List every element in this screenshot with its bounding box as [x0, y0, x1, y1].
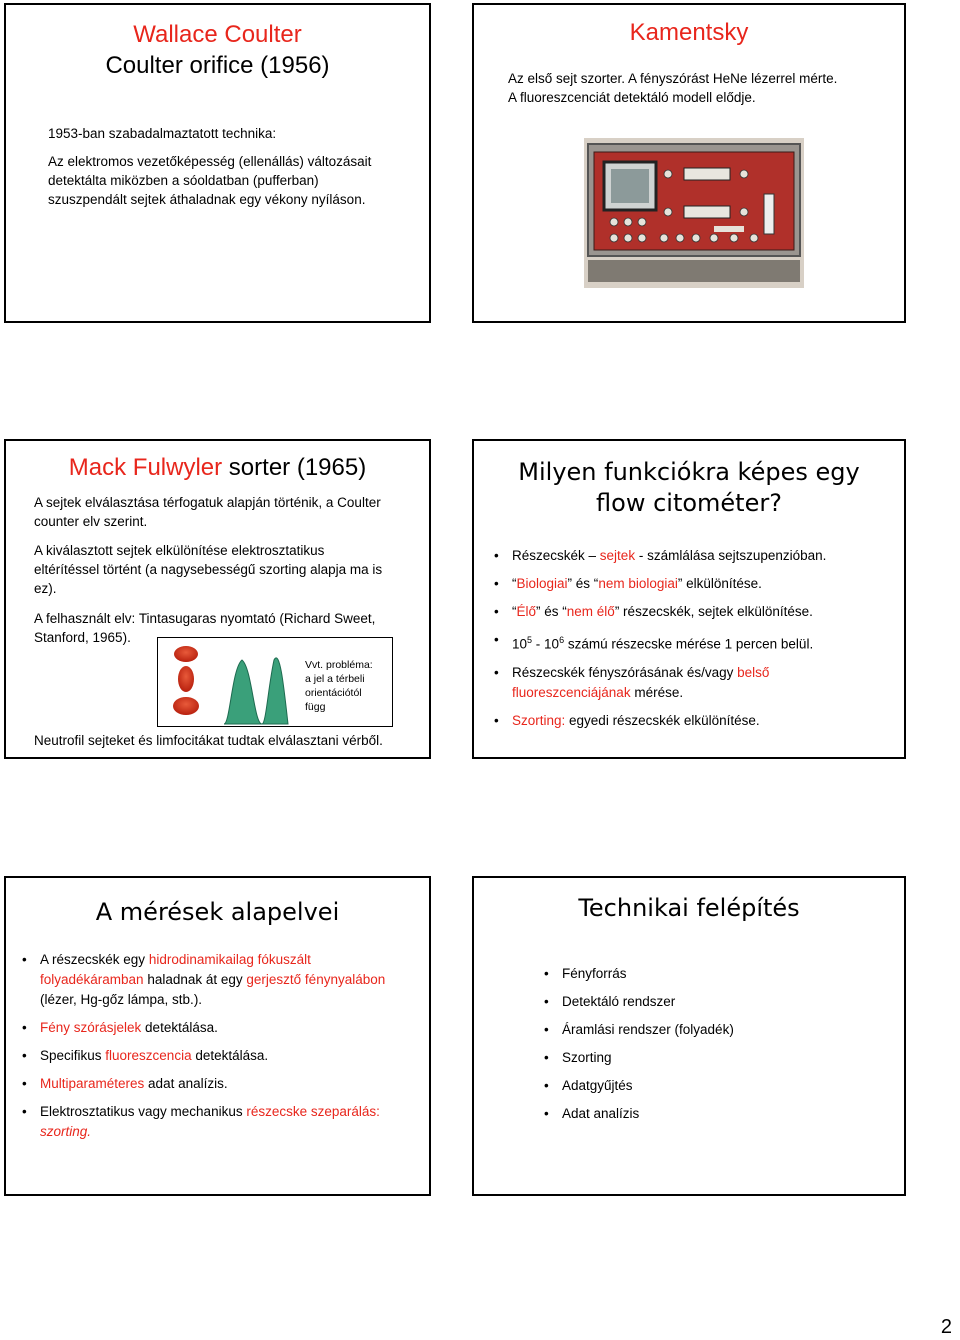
- slide-title: Technikai felépítés: [578, 894, 800, 922]
- slide-principles: [4, 876, 431, 1196]
- slide-title: Milyen funkciókra képes egy flow citométer?: [518, 458, 860, 517]
- problem-note: Vvt. probléma: a jel a térbeli orientációtól függ: [305, 659, 373, 713]
- list-item: • Áramlási rendszer (folyadék): [540, 1020, 870, 1040]
- slide-kamentsky: [472, 3, 906, 323]
- components-list: [540, 964, 870, 1124]
- principles-list: [18, 950, 418, 1142]
- footer-text: Neutrofil sejteket és limfocitákat tudtak elválasztani vérből.: [34, 733, 383, 748]
- list-item: • “Élő” és “nem élő” részecskék, sejtek elkülönítése.: [490, 602, 890, 622]
- list-item: • Szorting: [540, 1048, 870, 1068]
- slide-functions: [472, 439, 906, 759]
- list-item: • Specifikus fluoreszcencia detektálása.: [18, 1046, 418, 1066]
- slide-title: Wallace Coulter Coulter orifice (1956): [105, 21, 330, 79]
- list-item: • Részecskék fényszórásának és/vagy belső fluoreszcenciájának mérése.: [490, 663, 890, 703]
- list-item: • Adat analízis: [540, 1104, 870, 1124]
- page-number: 2: [940, 1316, 952, 1338]
- slide-title: Mack Fulwyler sorter (1965): [68, 454, 367, 481]
- paragraph-inkjet: A felhasznált elv: Tintasugaras nyomtató (Richard Sweet, Stanford, 1965).: [34, 611, 376, 645]
- slide-title: Kamentsky: [629, 19, 749, 46]
- list-item: • Fény szórásjelek detektálása.: [18, 1018, 418, 1038]
- list-item: • Detektáló rendszer: [540, 992, 870, 1012]
- list-item: • A részecskék egy hidrodinamikailag fókuszált folyadékáramban haladnak át egy gerjesztő fénynyalábon (lézer, Hg-gőz lámpa, stb.).: [18, 950, 418, 1010]
- list-item: • Szorting: egyedi részecskék elkülönítése.: [490, 711, 890, 731]
- function-list: [490, 546, 890, 731]
- slide-title: A mérések alapelvei: [95, 898, 340, 926]
- list-item: • Elektrosztatikus vagy mechanikus részecske szeparálás: szorting.: [18, 1102, 418, 1142]
- slide-coulter: [4, 3, 431, 323]
- paragraph-principle: A sejtek elválasztása térfogatuk alapján történik, a Coulter counter elv szerint.: [34, 495, 381, 529]
- list-item: • Multiparaméteres adat analízis.: [18, 1074, 418, 1094]
- paragraph-sorting: A kiválasztott sejtek elkülönítése elektrosztatikus eltérítéssel történt (a nagysebességű szorting alapja ma is ez).: [34, 543, 383, 596]
- list-item: • $10^5 - 10^6$ számú részecske mérése 1 percen belül.: [490, 630, 890, 655]
- slide-fulwyler: [4, 439, 431, 759]
- cell-icons: [173, 646, 199, 715]
- signal-peaks: [224, 658, 288, 724]
- description-text: Az elektromos vezetőképesség (ellenállás) változásait detektálta miközben a sóoldatban (pufferban) szuszpendált sejtek áthaladnak egy vékony nyíláson.: [48, 154, 372, 207]
- orientation-diagram: [157, 637, 393, 727]
- intro-text: 1953-ban szabadalmaztatott technika:: [48, 126, 277, 141]
- instrument-photo: [584, 138, 804, 288]
- slide-technical: [472, 876, 906, 1196]
- list-item: • Részecskék – sejtek - számlálása sejtszupenzióban.: [490, 546, 890, 566]
- description-text: Az első sejt szorter. A fényszórást HeNe lézerrel mérte. A fluoreszcenciát detektáló modell elődje.: [508, 71, 838, 105]
- list-item: • Adatgyűjtés: [540, 1076, 870, 1096]
- list-item: • “Biologiai” és “nem biologiai” elkülönítése.: [490, 574, 890, 594]
- list-item: • Fényforrás: [540, 964, 870, 984]
